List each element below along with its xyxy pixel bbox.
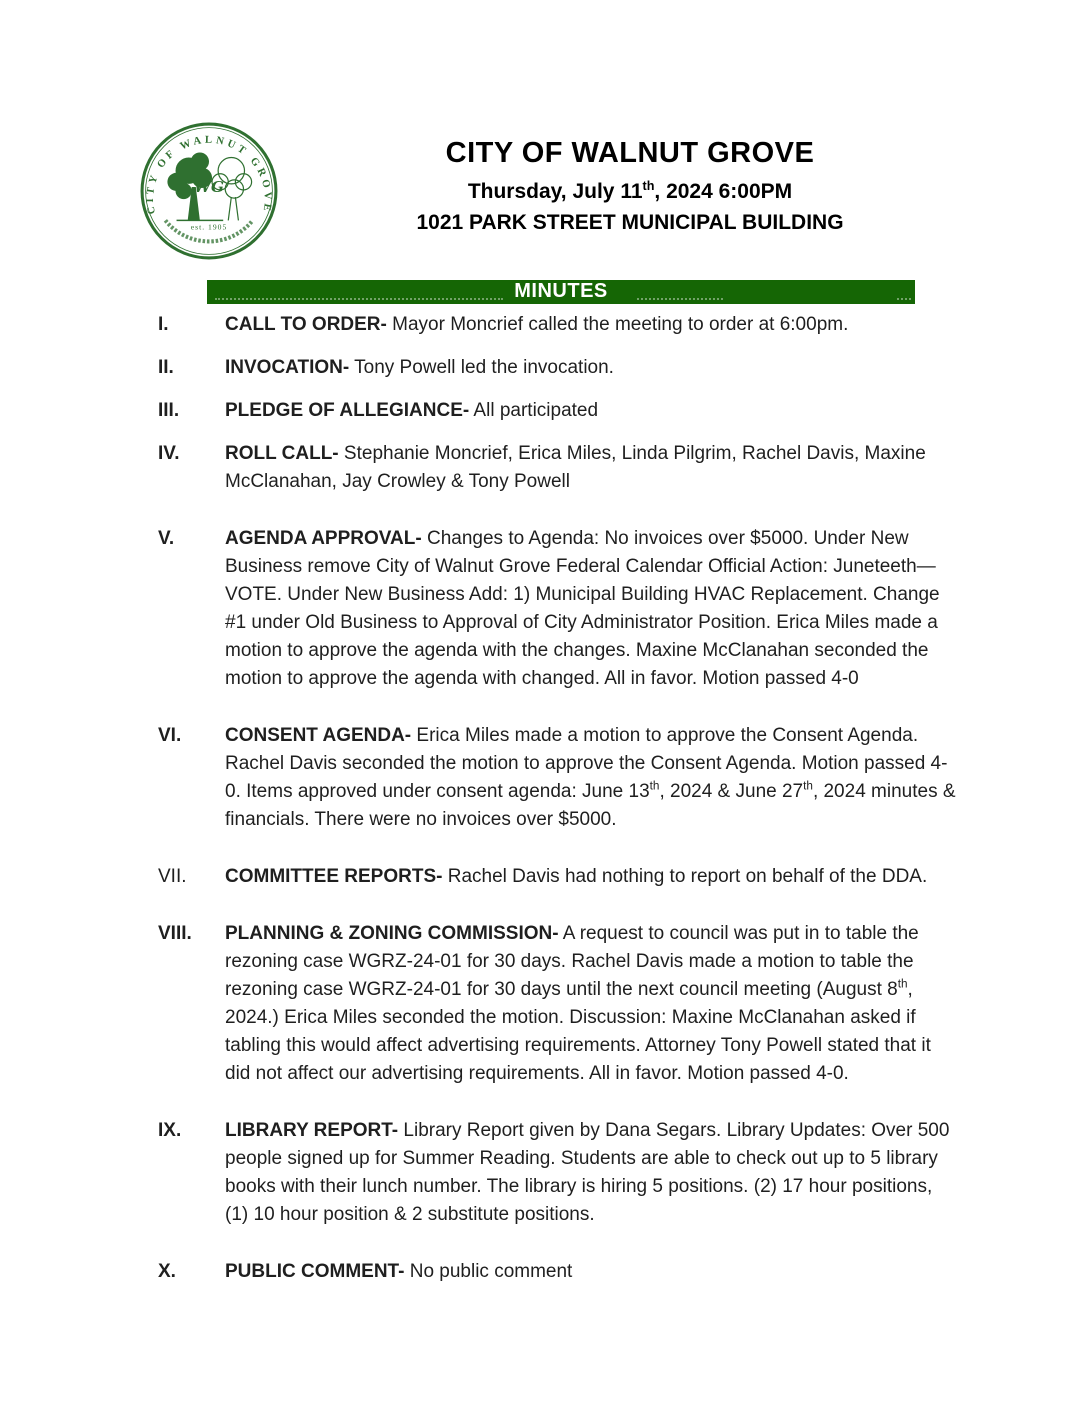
- item-text: CALL TO ORDER- Mayor Moncrief called the meeting to order at 6:00pm.: [225, 314, 849, 335]
- minutes-banner: [207, 280, 915, 304]
- item-text: CONSENT AGENDA- Erica Miles made a motion to approve the Consent Agenda. Rachel Davis seconded the motion to approve the Consent Agenda. Motion passed 4-0. Items approved under consent agenda: June 13th, 2024 & June 27th, 2024 minutes & financials. There were no invoices over $5000.: [225, 725, 956, 830]
- agenda-item-library-report: [158, 1117, 963, 1229]
- agenda-item-pledge: [158, 397, 963, 425]
- item-numeral: X.: [158, 1261, 176, 1282]
- item-text: INVOCATION- Tony Powell led the invocation.: [225, 357, 614, 378]
- agenda-list: [158, 311, 963, 1315]
- item-text: AGENDA APPROVAL- Changes to Agenda: No invoices over $5000. Under New Business remove City of Walnut Grove Federal Calendar Official Action: Juneteeth—VOTE. Under New Business Add: 1) Municipal Building HVAC Replacement. Change #1 under Old Business to Approval of City Administrator Position. Erica Miles made a motion to approve the agenda with the changes. Maxine McClanahan seconded the motion to approve the agenda with changed. All in favor. Motion passed 4-0: [225, 528, 940, 689]
- agenda-item-roll-call: [158, 440, 963, 496]
- item-numeral: VI.: [158, 725, 182, 746]
- item-text: COMMITTEE REPORTS- Rachel Davis had nothing to report on behalf of the DDA.: [225, 866, 928, 887]
- item-text: PUBLIC COMMENT- No public comment: [225, 1261, 573, 1282]
- seal-est-text: est. 1905: [190, 222, 228, 232]
- agenda-item-consent-agenda: [158, 722, 963, 834]
- city-seal-graphic: [138, 120, 280, 262]
- item-numeral: VII.: [158, 866, 187, 887]
- meeting-address: 1021 PARK STREET MUNICIPAL BUILDING: [416, 211, 844, 235]
- agenda-item-call-to-order: [158, 311, 963, 339]
- item-numeral: IV.: [158, 443, 180, 464]
- item-numeral: III.: [158, 400, 180, 421]
- item-numeral: I.: [158, 314, 169, 335]
- agenda-item-agenda-approval: [158, 525, 963, 693]
- document-header: [320, 138, 940, 235]
- city-seal-logo: [138, 120, 280, 262]
- item-text: PLANNING & ZONING COMMISSION- A request to council was put in to table the rezoning case WGRZ-24-01 for 30 days. Rachel Davis made a motion to table the rezoning case WGRZ-24-01 for 30 days until the next council meeting (August 8th, 2024.) Erica Miles seconded the motion. Discussion: Maxine McClanahan asked if tabling this would affect advertising requirements. Attorney Tony Powell stated that it did not affect our advertising requirements. All in favor. Motion passed 4-0.: [225, 923, 931, 1084]
- seal-monogram: WG: [193, 178, 225, 197]
- item-numeral: V.: [158, 528, 175, 549]
- agenda-item-invocation: [158, 354, 963, 382]
- item-numeral: II.: [158, 357, 174, 378]
- item-numeral: IX.: [158, 1120, 182, 1141]
- item-text: LIBRARY REPORT- Library Report given by Dana Segars. Library Updates: Over 500 people signed up for Summer Reading. Students are able to check out up to 5 library books with their lunch number. The library is hiring 5 positions. (2) 17 hour positions, (1) 10 hour position & 2 substitute positions.: [225, 1120, 950, 1225]
- item-text: PLEDGE OF ALLEGIANCE- All participated: [225, 400, 599, 421]
- meeting-datetime: Thursday, July 11th, 2024 6:00PM: [467, 178, 793, 203]
- minutes-banner-title: MINUTES: [514, 280, 608, 302]
- agenda-item-committee-reports: [158, 863, 963, 891]
- page-title: CITY OF WALNUT GROVE: [445, 137, 815, 169]
- agenda-item-public-comment: [158, 1258, 963, 1286]
- seal-ring-text: CITY OF WALNUT GROVE: [145, 134, 273, 216]
- item-numeral: VIII.: [158, 923, 192, 944]
- agenda-item-planning-zoning: [158, 920, 963, 1088]
- item-text: ROLL CALL- Stephanie Moncrief, Erica Miles, Linda Pilgrim, Rachel Davis, Maxine McClanahan, Jay Crowley & Tony Powell: [225, 443, 926, 492]
